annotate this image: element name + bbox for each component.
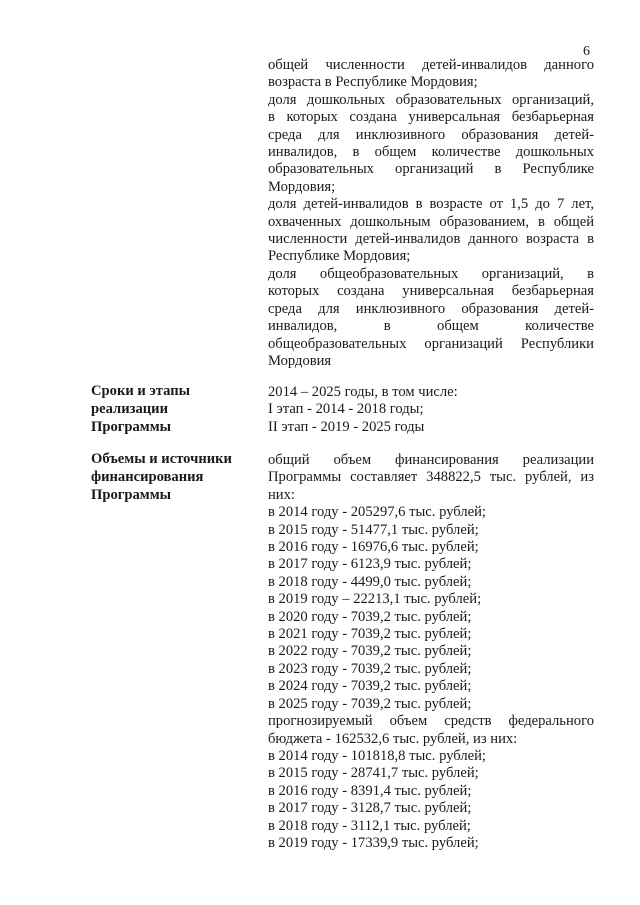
indicators-text [268,57,594,370]
text-line: в 2018 году - 4499,0 тыс. рублей; [268,573,472,590]
label-line: Программы [91,419,172,435]
text-line: прогнозируемый объем средств федерального [268,713,594,730]
text-line: доля общеобразовательных организаций, в [268,265,594,282]
text-line: них: [268,486,295,503]
text-line: общей численности детей-инвалидов данного [268,57,594,73]
terms-text [268,384,594,436]
text-line: в 2014 году - 101818,8 тыс. рублей; [268,747,486,764]
text-line: образовательных организаций в Республике [268,161,594,178]
text-line: Программы составляет 348822,5 тыс. рублей, из [268,469,594,486]
text-line: бюджета - 162532,6 тыс. рублей, из них: [268,730,518,747]
label-line: реализации [91,401,169,417]
text-line: I этап - 2014 - 2018 годы; [268,401,424,418]
text-line: доля детей-инвалидов в возрасте от 1,5 до 7 лет, [268,196,594,213]
text-line: в 2015 году - 51477,1 тыс. рублей; [268,521,479,538]
text-line: общий объем финансирования реализации [268,452,594,468]
text-line: в которых создана универсальная безбарьерная [268,109,594,126]
text-line: инвалидов, в общем количестве дошкольных [268,144,594,161]
text-line: II этап - 2019 - 2025 годы [268,418,425,435]
funding-label [91,450,251,504]
text-line: в 2022 году - 7039,2 тыс. рублей; [268,643,472,660]
text-line: Мордовия [268,352,332,369]
text-line: в 2016 году - 16976,6 тыс. рублей; [268,539,479,556]
text-line: в 2021 году - 7039,2 тыс. рублей; [268,626,472,643]
text-line: Республике Мордовия; [268,248,411,265]
text-line: возраста в Республике Мордовия; [268,74,478,91]
text-line: инвалидов, в общем количестве [268,318,594,335]
text-line: в 2023 году - 7039,2 тыс. рублей; [268,660,472,677]
text-line: Мордовия; [268,178,336,195]
text-line: охваченных дошкольным образованием, в общей [268,213,594,230]
text-line: 2014 – 2025 годы, в том числе: [268,384,458,400]
text-line: которых создана универсальная безбарьерная [268,283,594,300]
funding-text [268,452,594,852]
text-line: в 2019 году – 22213,1 тыс. рублей; [268,591,482,608]
terms-label [91,382,251,436]
text-line: в 2020 году - 7039,2 тыс. рублей; [268,608,472,625]
text-line: среда для инклюзивного образования детей- [268,300,594,317]
label-line: финансирования [91,469,204,485]
text-line: численности детей-инвалидов данного возраста в [268,231,594,248]
label-line: Сроки и этапы [91,383,191,399]
text-line: в 2015 году - 28741,7 тыс. рублей; [268,765,479,782]
text-line: в 2025 году - 7039,2 тыс. рублей; [268,695,472,712]
text-line: общеобразовательных организаций Республики [268,335,594,352]
text-line: среда для инклюзивного образования детей- [268,126,594,143]
page-number: 6 [583,44,590,59]
text-line: доля дошкольных образовательных организаций, [268,91,594,108]
text-line: в 2018 году - 3112,1 тыс. рублей; [268,817,471,834]
text-line: в 2019 году - 17339,9 тыс. рублей; [268,834,479,851]
label-line: Объемы и источники [91,451,232,467]
text-line: в 2017 году - 3128,7 тыс. рублей; [268,800,472,817]
text-line: в 2017 году - 6123,9 тыс. рублей; [268,556,472,573]
text-line: в 2024 году - 7039,2 тыс. рублей; [268,678,472,695]
label-line: Программы [91,487,172,503]
text-line: в 2014 году - 205297,6 тыс. рублей; [268,504,486,521]
text-line: в 2016 году - 8391,4 тыс. рублей; [268,782,472,799]
